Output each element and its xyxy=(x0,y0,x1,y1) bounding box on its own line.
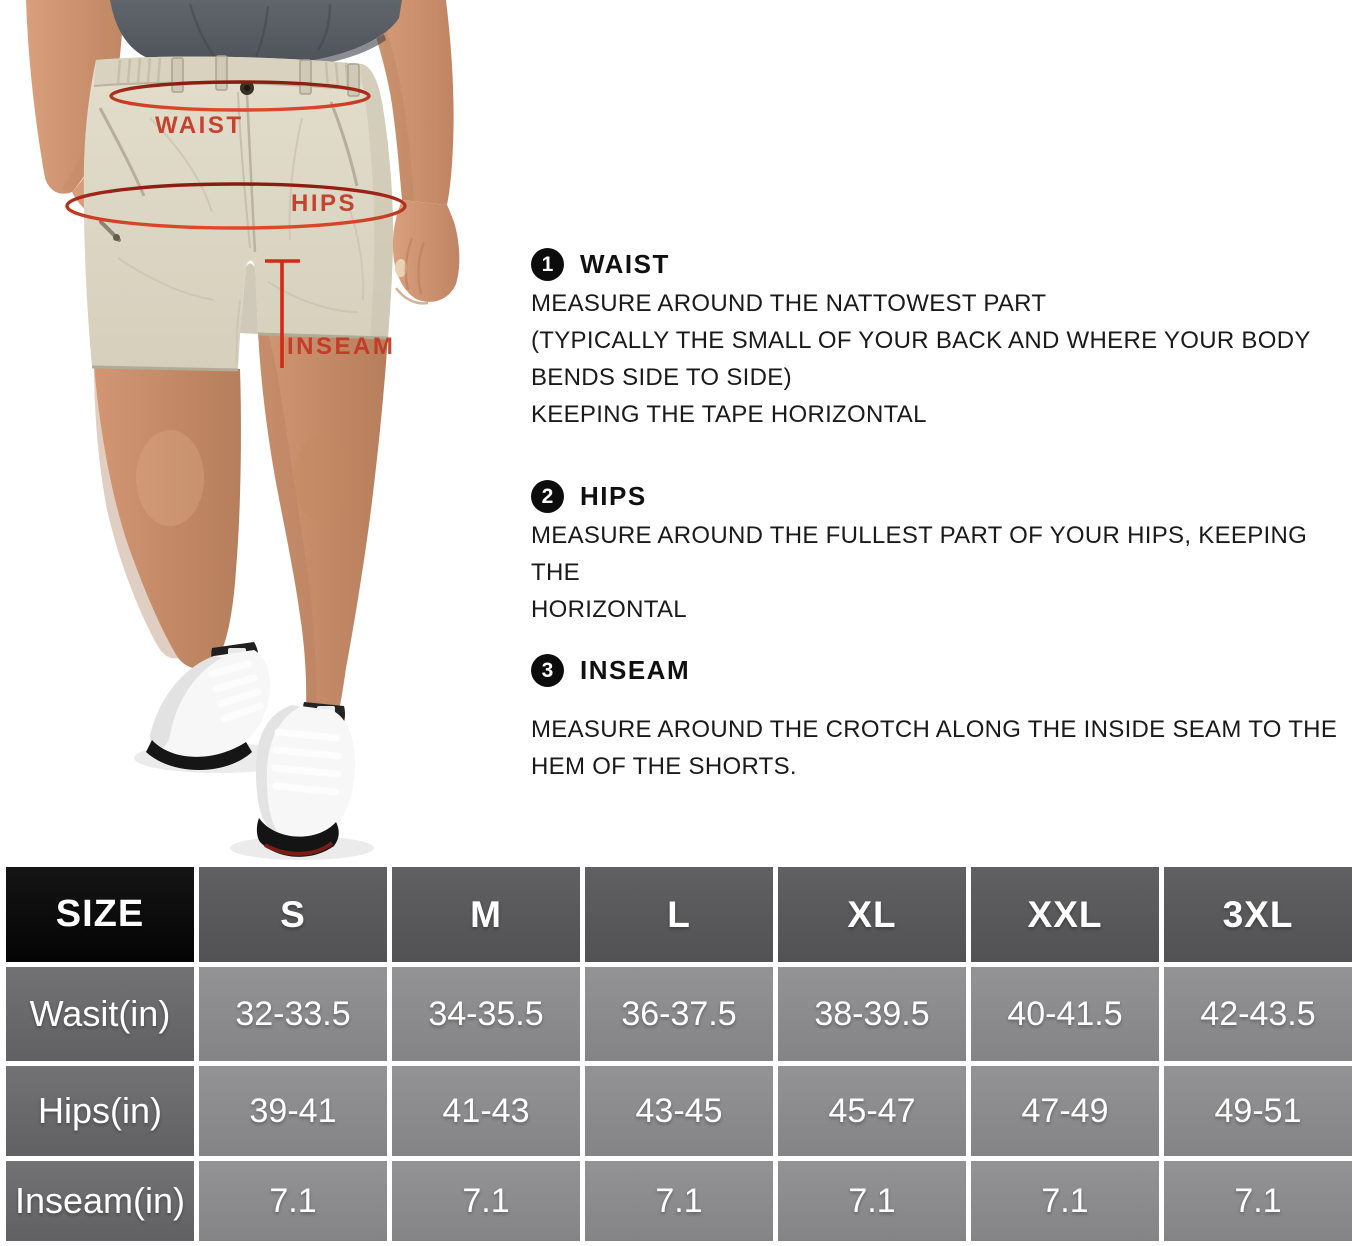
instruction-line: (TYPICALLY THE SMALL OF YOUR BACK AND WHERE YOUR BODY xyxy=(531,327,1311,354)
instruction-line: HEM OF THE SHORTS. xyxy=(531,753,797,780)
cell-waist-xxl: 40-41.5 xyxy=(971,967,1159,1061)
instruction-line: HORIZONTAL xyxy=(531,596,687,623)
cell-inseam-xl: 7.1 xyxy=(778,1161,966,1241)
cell-waist-m: 34-35.5 xyxy=(392,967,580,1061)
model-illustration xyxy=(0,0,520,862)
header-cell-s: S xyxy=(199,867,387,962)
step-1-badge: 1 xyxy=(531,248,564,281)
cell-inseam-s: 7.1 xyxy=(199,1161,387,1241)
size-chart-table xyxy=(0,862,1358,1246)
step-inseam-heading xyxy=(531,654,1351,687)
instruction-line: BENDS SIDE TO SIDE) xyxy=(531,364,792,391)
cell-inseam-3xl: 7.1 xyxy=(1164,1161,1352,1241)
model-right-hand xyxy=(393,200,459,303)
row-label-hips: Hips(in) xyxy=(6,1066,194,1156)
step-inseam xyxy=(531,654,1351,785)
step-waist-body xyxy=(531,285,1351,433)
header-cell-3xl: 3XL xyxy=(1164,867,1352,962)
cell-inseam-l: 7.1 xyxy=(585,1161,773,1241)
hips-annotation-label: HIPS xyxy=(291,190,358,217)
cell-inseam-m: 7.1 xyxy=(392,1161,580,1241)
step-inseam-body xyxy=(531,711,1351,785)
cell-hips-s: 39-41 xyxy=(199,1066,387,1156)
step-hips xyxy=(531,480,1351,628)
step-3-title: INSEAM xyxy=(580,655,691,685)
step-2-title: HIPS xyxy=(580,481,647,511)
cell-hips-l: 43-45 xyxy=(585,1066,773,1156)
step-hips-body xyxy=(531,517,1351,628)
instruction-line: MEASURE AROUND THE FULLEST PART OF YOUR HIPS, KEEPING THE xyxy=(531,522,1308,586)
cell-inseam-xxl: 7.1 xyxy=(971,1161,1159,1241)
header-cell-l: L xyxy=(585,867,773,962)
step-3-badge: 3 xyxy=(531,654,564,687)
step-hips-heading xyxy=(531,480,1351,513)
instruction-line: MEASURE AROUND THE NATTOWEST PART xyxy=(531,290,1047,317)
cell-waist-s: 32-33.5 xyxy=(199,967,387,1061)
cell-waist-xl: 38-39.5 xyxy=(778,967,966,1061)
measure-instructions xyxy=(531,0,1351,860)
waist-annotation-label: WAIST xyxy=(155,112,244,139)
step-2-badge: 2 xyxy=(531,480,564,513)
cell-waist-l: 36-37.5 xyxy=(585,967,773,1061)
cell-hips-3xl: 49-51 xyxy=(1164,1066,1352,1156)
header-cell-xl: XL xyxy=(778,867,966,962)
step-waist xyxy=(531,248,1351,433)
step-waist-heading xyxy=(531,248,1351,281)
cell-hips-xxl: 47-49 xyxy=(971,1066,1159,1156)
instruction-line: KEEPING THE TAPE HORIZONTAL xyxy=(531,401,927,428)
cell-hips-xl: 45-47 xyxy=(778,1066,966,1156)
cell-waist-3xl: 42-43.5 xyxy=(1164,967,1352,1061)
row-label-inseam: Inseam(in) xyxy=(6,1161,194,1241)
header-cell-size: SIZE xyxy=(6,867,194,962)
inseam-annotation-label: INSEAM xyxy=(287,333,396,360)
instruction-line: MEASURE AROUND THE CROTCH ALONG THE INSIDE SEAM TO THE xyxy=(531,716,1338,743)
size-guide-photo xyxy=(0,0,520,862)
header-cell-xxl: XXL xyxy=(971,867,1159,962)
header-cell-m: M xyxy=(392,867,580,962)
step-1-title: WAIST xyxy=(580,249,670,279)
row-label-waist: Wasit(in) xyxy=(6,967,194,1061)
cell-hips-m: 41-43 xyxy=(392,1066,580,1156)
